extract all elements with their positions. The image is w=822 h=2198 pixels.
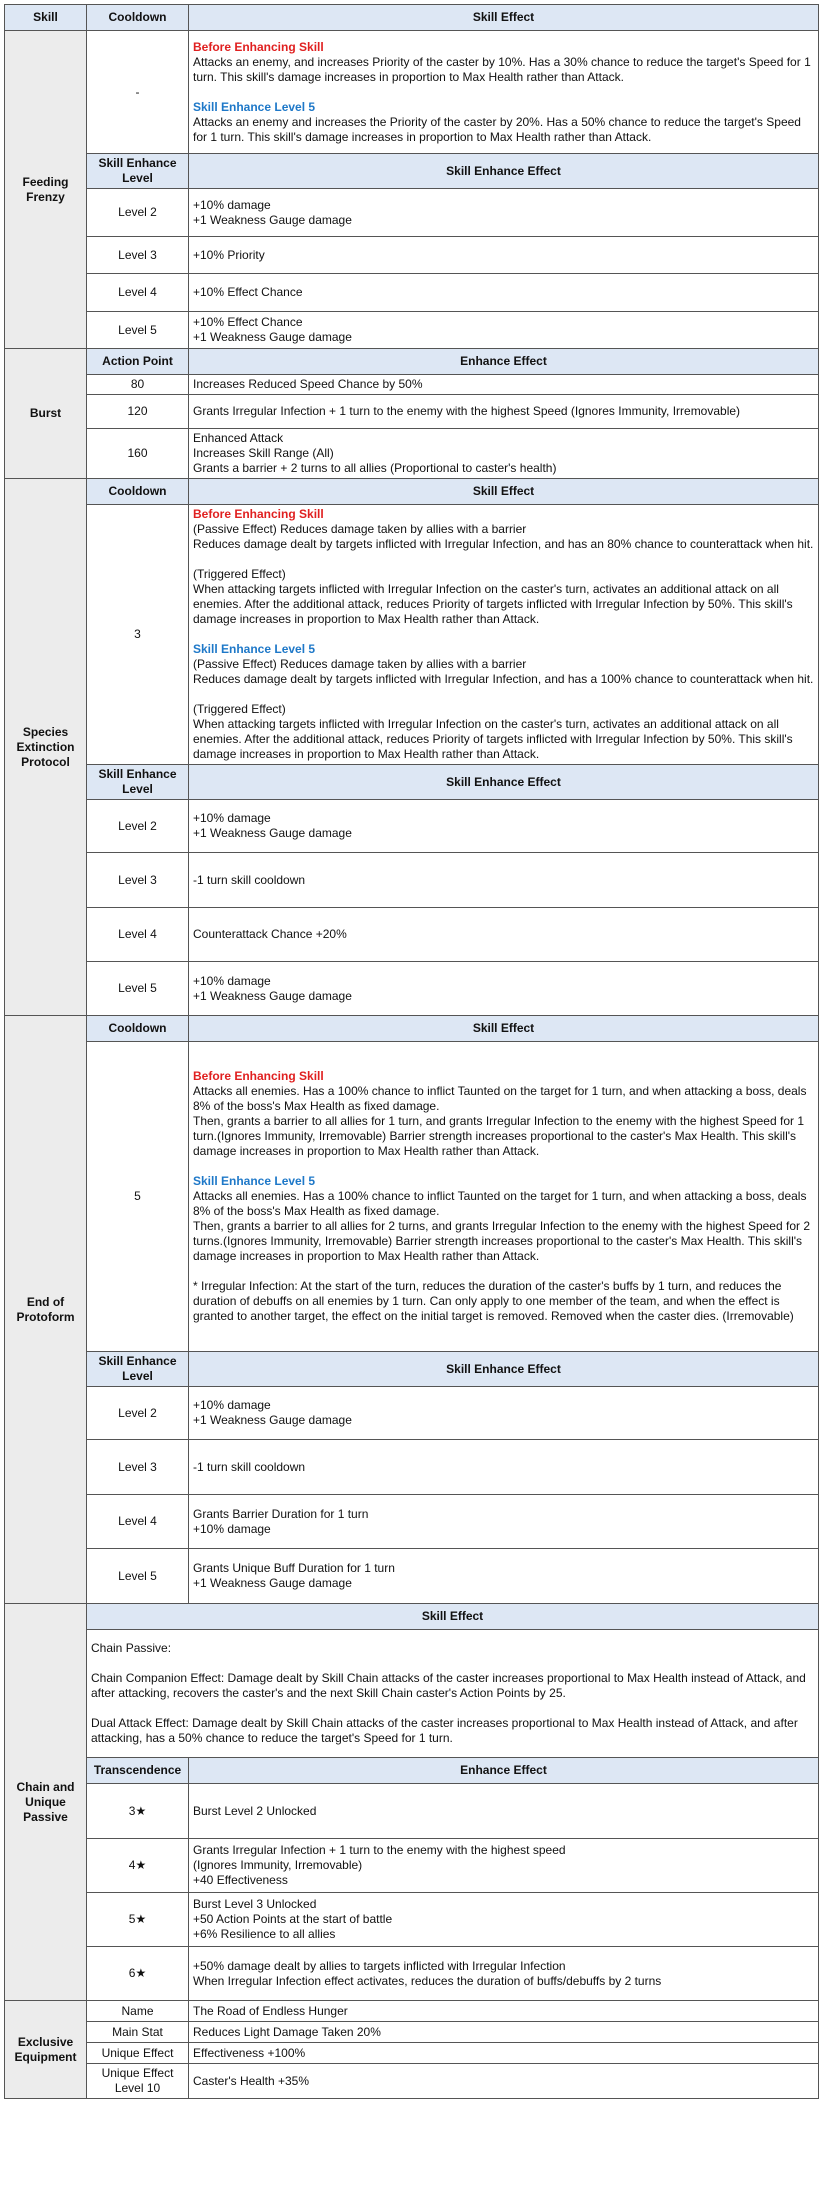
- table-row: [5, 908, 819, 962]
- table-row: [5, 375, 819, 395]
- after-enhance-label: Skill Enhance Level 5: [193, 642, 316, 656]
- irregular-infection-note: * Irregular Infection: At the start of the turn, reduces the duration of the caster's buffs by 1 turn, and reduces the duration of debuffs on all enemies by 1 turn. Can only apply to one member of the team, and when the effect is granted to another target, the effect on the initial target is removed. Removed when the caster dies. (Irremovable): [193, 1279, 794, 1323]
- action-point-value: 80: [87, 375, 189, 395]
- enhance-level: Level 5: [87, 1549, 189, 1604]
- burst-effect: Enhanced Attack Increases Skill Range (All) Grants a barrier + 2 turns to all allies (Proportional to caster's health): [189, 429, 819, 479]
- table-row: [5, 1839, 819, 1893]
- transcendence-star: 3★: [87, 1784, 189, 1839]
- transcendence-effect: Grants Irregular Infection + 1 turn to the enemy with the highest speed (Ignores Immunity, Irremovable) +40 Effectiveness: [189, 1839, 819, 1893]
- table-row: [5, 189, 819, 237]
- burst-effect: Grants Irregular Infection + 1 turn to the enemy with the highest Speed (Ignores Immunity, Irremovable): [189, 395, 819, 429]
- enhance-level: Level 4: [87, 1495, 189, 1549]
- equipment-label: Unique Effect: [87, 2043, 189, 2064]
- species-before-triggered: (Triggered Effect) When attacking targets inflicted with Irregular Infection on the caster's turn, activates an additional attack on all enemies. After the additional attack, reduces Priority of targets inflicted with Irregular Infection by 50%. This skill's damage increases in proportion to Max Health rather than Attack.: [193, 567, 793, 626]
- enhance-effect: +10% Effect Chance: [189, 274, 819, 312]
- species-subheader: [5, 765, 819, 800]
- transcendence-effect: Burst Level 2 Unlocked: [189, 1784, 819, 1839]
- equipment-label: Name: [87, 2001, 189, 2022]
- enhance-level: Level 3: [87, 237, 189, 274]
- feeding-frenzy-subheader: [5, 154, 819, 189]
- species-before-passive: (Passive Effect) Reduces damage taken by allies with a barrier Reduces damage dealt by targets inflicted with Irregular Infection, and has an 80% chance to counterattack when hit.: [193, 522, 814, 551]
- subheader-enhance-effect: Skill Enhance Effect: [189, 154, 819, 189]
- subheader-transcendence: Transcendence: [87, 1758, 189, 1784]
- skill-name-end-of-protoform: End of Protoform: [5, 1016, 87, 1604]
- skill-table-container: [4, 4, 819, 2099]
- equipment-value: Reduces Light Damage Taken 20%: [189, 2022, 819, 2043]
- feeding-frenzy-after-text: Attacks an enemy and increases the Priority of the caster by 20%. Has a 50% chance to reduce the target's Speed for 1 turn. This skill's damage increases in proportion to Max Health rather than Attack.: [193, 114, 801, 144]
- protoform-after-text: Attacks all enemies. Has a 100% chance to inflict Taunted on the target for 1 turn, and when attacking a boss, deals 8% of the boss's Max Health as fixed damage. Then, grants a barrier to all allies for 2 turns, and grants Irregular Infection to the enemy with the highest Speed for 2 turns.(Ignores Immunity, Irremovable) Barrier strength increases proportional to the caster's Max Health. This skill's damage increases in proportion to Max Health rather than Attack.: [193, 1189, 811, 1263]
- enhance-level: Level 2: [87, 1387, 189, 1440]
- table-row: [5, 1440, 819, 1495]
- before-enhance-label: Before Enhancing Skill: [193, 1069, 324, 1083]
- subheader-enhance-level: Skill Enhance Level: [87, 1352, 189, 1387]
- header-cooldown: Cooldown: [87, 5, 189, 31]
- chain-main-row: [5, 1630, 819, 1758]
- table-row: [5, 1947, 819, 2001]
- protoform-subheader: [5, 1352, 819, 1387]
- equipment-label: Unique Effect Level 10: [87, 2064, 189, 2099]
- table-row: [5, 1495, 819, 1549]
- table-row: [5, 395, 819, 429]
- enhance-effect: Grants Unique Buff Duration for 1 turn +1 Weakness Gauge damage: [189, 1549, 819, 1604]
- table-row: [5, 2064, 819, 2099]
- skill-name-feeding-frenzy: Feeding Frenzy: [5, 31, 87, 349]
- feeding-frenzy-cooldown: -: [87, 31, 189, 154]
- table-row: [5, 1387, 819, 1440]
- equipment-value: Caster's Health +35%: [189, 2064, 819, 2099]
- header-skill: Skill: [5, 5, 87, 31]
- subheader-enhance-level: Skill Enhance Level: [87, 154, 189, 189]
- species-cooldown: 3: [87, 505, 189, 765]
- feeding-frenzy-before-text: Attacks an enemy, and increases Priority of the caster by 10%. Has a 30% chance to reduce the target's Speed for 1 turn. This skill's damage increases in proportion to Max Health rather than Attack.: [193, 54, 811, 84]
- chain-passive-intro: Chain Passive:: [91, 1641, 172, 1655]
- skill-name-species-extinction-protocol: Species Extinction Protocol: [5, 479, 87, 1016]
- table-row: [5, 2022, 819, 2043]
- enhance-effect: -1 turn skill cooldown: [189, 1440, 819, 1495]
- enhance-effect: +10% damage +1 Weakness Gauge damage: [189, 189, 819, 237]
- species-effect: [189, 505, 819, 765]
- skill-name-burst: Burst: [5, 349, 87, 479]
- protoform-main-row: [5, 1042, 819, 1352]
- table-header-row: [5, 5, 819, 31]
- enhance-level: Level 2: [87, 189, 189, 237]
- transcendence-star: 5★: [87, 1893, 189, 1947]
- protoform-effect: [189, 1042, 819, 1352]
- table-row: [5, 800, 819, 853]
- table-row: [5, 312, 819, 349]
- feeding-frenzy-main-row: [5, 31, 819, 154]
- skill-name-exclusive-equipment: Exclusive Equipment: [5, 2001, 87, 2099]
- subheader-skill-effect: Skill Effect: [87, 1604, 819, 1630]
- species-after-triggered: (Triggered Effect) When attacking targets inflicted with Irregular Infection on the caster's turn, activates an additional attack on all enemies. After the additional attack, reduces Priority of targets inflicted with Irregular Infection by 50%. This skill's damage increases in proportion to Max Health rather than Attack.: [193, 702, 793, 761]
- table-row: [5, 2001, 819, 2022]
- header-skill-effect: Skill Effect: [189, 5, 819, 31]
- enhance-level: Level 5: [87, 312, 189, 349]
- burst-effect: Increases Reduced Speed Chance by 50%: [189, 375, 819, 395]
- enhance-effect: Grants Barrier Duration for 1 turn +10% damage: [189, 1495, 819, 1549]
- transcendence-effect: Burst Level 3 Unlocked +50 Action Points at the start of battle +6% Resilience to all allies: [189, 1893, 819, 1947]
- enhance-level: Level 3: [87, 1440, 189, 1495]
- table-row: [5, 429, 819, 479]
- action-point-value: 120: [87, 395, 189, 429]
- table-row: [5, 962, 819, 1016]
- subheader-enhance-effect: Skill Enhance Effect: [189, 1352, 819, 1387]
- equipment-value: Effectiveness +100%: [189, 2043, 819, 2064]
- subheader-skill-effect: Skill Effect: [189, 1016, 819, 1042]
- transcendence-effect: +50% damage dealt by allies to targets inflicted with Irregular Infection When Irregular Infection effect activates, reduces the duration of buffs/debuffs by 2 turns: [189, 1947, 819, 2001]
- chain-subheader: [5, 1758, 819, 1784]
- chain-header: [5, 1604, 819, 1630]
- enhance-effect: +10% Priority: [189, 237, 819, 274]
- before-enhance-label: Before Enhancing Skill: [193, 39, 324, 54]
- table-row: [5, 1784, 819, 1839]
- subheader-cooldown: Cooldown: [87, 479, 189, 505]
- after-enhance-label: Skill Enhance Level 5: [193, 99, 316, 114]
- enhance-level: Level 4: [87, 908, 189, 962]
- enhance-effect: +10% damage +1 Weakness Gauge damage: [189, 962, 819, 1016]
- table-row: [5, 274, 819, 312]
- chain-companion-effect: Chain Companion Effect: Damage dealt by Skill Chain attacks of the caster increases proportional to Max Health instead of Attack, and after attacking, recovers the caster's and the next Skill Chain caster's Action Points by 25.: [91, 1671, 806, 1700]
- subheader-skill-effect: Skill Effect: [189, 479, 819, 505]
- protoform-cooldown: 5: [87, 1042, 189, 1352]
- subheader-cooldown: Cooldown: [87, 1016, 189, 1042]
- before-enhance-label: Before Enhancing Skill: [193, 507, 324, 521]
- feeding-frenzy-effect: [189, 31, 819, 154]
- transcendence-star: 4★: [87, 1839, 189, 1893]
- after-enhance-label: Skill Enhance Level 5: [193, 1174, 316, 1188]
- burst-subheader: [5, 349, 819, 375]
- table-row: [5, 853, 819, 908]
- dual-attack-effect: Dual Attack Effect: Damage dealt by Skill Chain attacks of the caster increases proportional to Max Health instead of Attack, and after attacking, has a 50% chance to reduce the target's Speed for 1 turn.: [91, 1716, 798, 1745]
- subheader-enhance-effect: Enhance Effect: [189, 1758, 819, 1784]
- table-row: [5, 1893, 819, 1947]
- protoform-before-text: Attacks all enemies. Has a 100% chance to inflict Taunted on the target for 1 turn, and when attacking a boss, deals 8% of the boss's Max Health as fixed damage. Then, grants a barrier to all allies for 1 turn, and grants Irregular Infection to the enemy with the highest Speed for 1 turn.(Ignores Immunity, Irremovable) Barrier strength increases proportional to the caster's Max Health. This skill's damage increases in proportion to Max Health rather than Attack.: [193, 1084, 807, 1158]
- equipment-label: Main Stat: [87, 2022, 189, 2043]
- subheader-enhance-effect: Skill Enhance Effect: [189, 765, 819, 800]
- species-after-passive: (Passive Effect) Reduces damage taken by allies with a barrier Reduces damage dealt by targets inflicted with Irregular Infection, and has a 100% chance to counterattack when hit.: [193, 657, 814, 686]
- enhance-effect: +10% Effect Chance +1 Weakness Gauge damage: [189, 312, 819, 349]
- species-header: [5, 479, 819, 505]
- table-row: [5, 237, 819, 274]
- enhance-effect: +10% damage +1 Weakness Gauge damage: [189, 1387, 819, 1440]
- enhance-level: Level 5: [87, 962, 189, 1016]
- skill-table: [4, 4, 819, 2099]
- enhance-level: Level 4: [87, 274, 189, 312]
- protoform-header: [5, 1016, 819, 1042]
- subheader-enhance-level: Skill Enhance Level: [87, 765, 189, 800]
- subheader-action-point: Action Point: [87, 349, 189, 375]
- subheader-enhance-effect: Enhance Effect: [189, 349, 819, 375]
- enhance-effect: Counterattack Chance +20%: [189, 908, 819, 962]
- transcendence-star: 6★: [87, 1947, 189, 2001]
- enhance-level: Level 2: [87, 800, 189, 853]
- enhance-effect: -1 turn skill cooldown: [189, 853, 819, 908]
- skill-name-chain-and-unique-passive: Chain and Unique Passive: [5, 1604, 87, 2001]
- equipment-value: The Road of Endless Hunger: [189, 2001, 819, 2022]
- table-row: [5, 1549, 819, 1604]
- action-point-value: 160: [87, 429, 189, 479]
- species-main-row: [5, 505, 819, 765]
- enhance-level: Level 3: [87, 853, 189, 908]
- table-row: [5, 2043, 819, 2064]
- chain-passive-effect: [87, 1630, 819, 1758]
- enhance-effect: +10% damage +1 Weakness Gauge damage: [189, 800, 819, 853]
